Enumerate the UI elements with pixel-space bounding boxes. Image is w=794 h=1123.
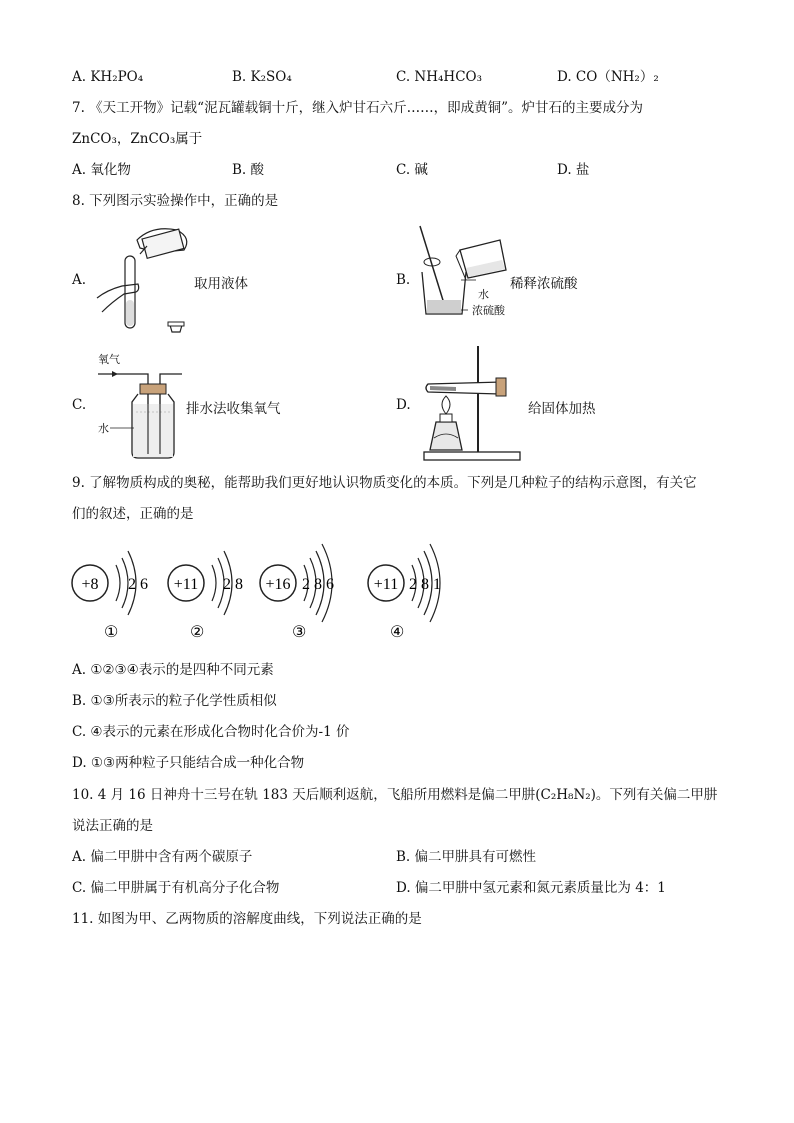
q10-option-d: D. 偏二甲肼中氢元素和氮元素质量比为 4：1 bbox=[396, 880, 666, 896]
svg-text:+16: +16 bbox=[265, 576, 291, 593]
q7-option-a: A. 氧化物 bbox=[72, 162, 131, 178]
q11-stem: 11. 如图为甲、乙两物质的溶解度曲线，下列说法正确的是 bbox=[72, 911, 422, 927]
svg-text:2 6: 2 6 bbox=[128, 576, 148, 593]
q10-option-c: C. 偏二甲肼属于有机高分子化合物 bbox=[72, 880, 280, 896]
q8-b-label: B. bbox=[396, 272, 411, 288]
collect-oxygen-illustration bbox=[92, 362, 192, 462]
heat-solid-illustration bbox=[416, 342, 532, 466]
atom-diagram-3 bbox=[258, 540, 378, 645]
q8-d-caption: 给固体加热 bbox=[528, 401, 596, 417]
q8-d-label: D. bbox=[396, 397, 411, 413]
q8-b-acid: 浓硫酸 bbox=[472, 304, 505, 317]
svg-text:+11: +11 bbox=[373, 576, 399, 593]
q8-a-caption: 取用液体 bbox=[194, 276, 248, 292]
q9-stem-line2: 们的叙述，正确的是 bbox=[72, 506, 194, 522]
q9-option-b: B. ①③所表示的粒子化学性质相似 bbox=[72, 693, 277, 709]
q10-option-a: A. 偏二甲肼中含有两个碳原子 bbox=[72, 849, 253, 865]
q8-stem: 8. 下列图示实验操作中，正确的是 bbox=[72, 193, 279, 209]
q8-c-caption: 排水法收集氧气 bbox=[186, 401, 281, 417]
q7-stem-line2: ZnCO₃，ZnCO₃属于 bbox=[72, 131, 203, 147]
atom-diagram-4 bbox=[366, 540, 486, 645]
q7-option-c: C. 碱 bbox=[396, 162, 428, 178]
q7-stem-line1: 7. 《天工开物》记载“泥瓦罐载铜十斤，继入炉甘石六斤……，即成黄铜”。炉甘石的主要成分为 bbox=[72, 100, 643, 116]
pour-liquid-illustration bbox=[92, 220, 202, 340]
q9-stem-line1: 9. 了解物质构成的奥秘，能帮助我们更好地认识物质变化的本质。下列是几种粒子的结构示意图，有关它 bbox=[72, 475, 697, 491]
svg-text:2 8: 2 8 bbox=[223, 576, 243, 593]
q6-option-a: A. KH₂PO₄ bbox=[72, 69, 144, 85]
svg-text:③: ③ bbox=[292, 624, 307, 641]
svg-text:④: ④ bbox=[390, 624, 405, 641]
svg-text:2 8 1: 2 8 1 bbox=[409, 576, 441, 593]
svg-text:①: ① bbox=[104, 624, 119, 641]
q8-b-caption: 稀释浓硫酸 bbox=[510, 276, 578, 292]
q8-c-oxygen-label: 氧气 bbox=[98, 353, 120, 366]
q8-c-water-label: 水 bbox=[98, 422, 109, 435]
q8-c-label: C. bbox=[72, 397, 87, 413]
q9-option-d: D. ①③两种粒子只能结合成一种化合物 bbox=[72, 755, 305, 771]
q9-option-c: C. ④表示的元素在形成化合物时化合价为-1 价 bbox=[72, 724, 350, 740]
q10-stem-line2: 说法正确的是 bbox=[72, 818, 153, 834]
q8-a-label: A. bbox=[72, 272, 87, 288]
q10-stem-line1: 10. 4 月 16 日神舟十三号在轨 183 天后顺利返航，飞船所用燃料是偏二甲肼(C₂H₈N₂)。下列有关偏二甲肼 bbox=[72, 787, 718, 803]
q6-option-b: B. K₂SO₄ bbox=[232, 69, 292, 85]
svg-text:+8: +8 bbox=[81, 576, 99, 593]
q10-option-b: B. 偏二甲肼具有可燃性 bbox=[396, 849, 537, 865]
q9-option-a: A. ①②③④表示的是四种不同元素 bbox=[72, 662, 274, 678]
svg-text:②: ② bbox=[190, 624, 205, 641]
q7-option-d: D. 盐 bbox=[557, 162, 590, 178]
q6-option-c: C. NH₄HCO₃ bbox=[396, 69, 483, 85]
svg-text:2 8 6: 2 8 6 bbox=[302, 576, 334, 593]
q7-option-b: B. 酸 bbox=[232, 162, 265, 178]
svg-text:+11: +11 bbox=[173, 576, 199, 593]
q8-b-water: 水 bbox=[478, 288, 489, 301]
q6-option-d: D. CO（NH₂）₂ bbox=[557, 69, 659, 85]
